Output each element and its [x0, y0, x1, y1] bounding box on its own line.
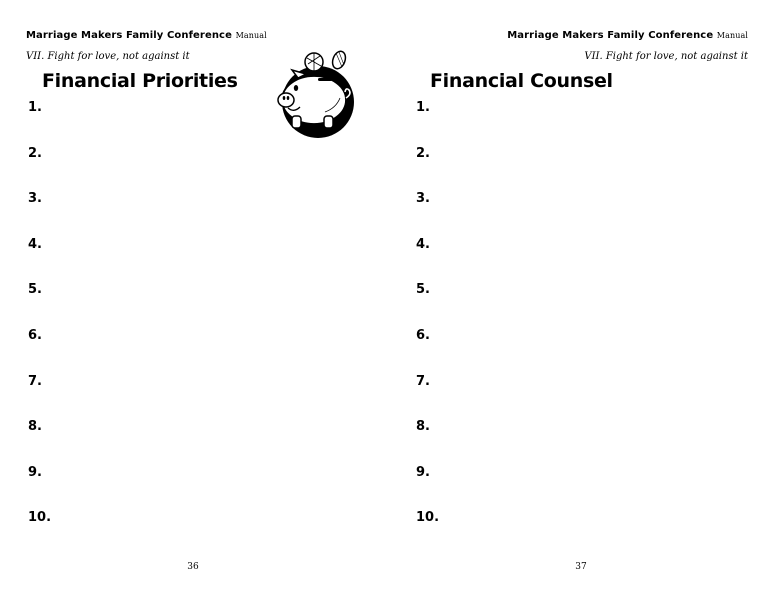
list-item: 7.	[416, 373, 430, 389]
list-item: 6.	[416, 327, 430, 343]
page-number: 37	[575, 562, 587, 572]
list-item: 1.	[28, 100, 42, 115]
page-heading: Financial Counsel	[430, 70, 613, 92]
header-suffix: Manual	[235, 31, 267, 40]
header-title	[26, 30, 267, 41]
list-item: 4.	[416, 236, 430, 252]
header-title-text: Marriage Makers Family Conference	[26, 30, 232, 41]
page-number: 36	[187, 562, 199, 572]
header-title	[507, 30, 748, 41]
list-item: 5.	[28, 282, 42, 298]
list-item: 3.	[416, 191, 430, 207]
section-label: VII. Fight for love, not against it	[584, 51, 748, 62]
list-item: 6.	[28, 327, 42, 343]
header-title-text: Marriage Makers Family Conference	[507, 30, 714, 41]
page-heading: Financial Priorities	[42, 70, 238, 92]
right-page	[388, 0, 776, 600]
list-item: 5.	[416, 282, 430, 298]
list-item: 8.	[28, 419, 42, 435]
list-item: 10.	[28, 510, 52, 526]
list-item: 4.	[28, 236, 42, 252]
list-item: 9.	[416, 464, 430, 480]
section-label: VII. Fight for love, not against it	[26, 51, 190, 62]
counsel-list	[416, 101, 439, 557]
list-item: 9.	[28, 464, 42, 480]
list-item: 8.	[416, 419, 430, 435]
piggy-bank-icon	[270, 50, 364, 138]
header-suffix: Manual	[716, 31, 748, 40]
list-item: 7.	[28, 373, 42, 389]
list-item: 2.	[416, 145, 430, 161]
list-item: 10.	[416, 510, 440, 526]
list-item: 2.	[28, 145, 42, 161]
list-item: 3.	[28, 191, 42, 207]
priorities-list	[28, 101, 51, 557]
list-item: 1.	[416, 100, 430, 115]
